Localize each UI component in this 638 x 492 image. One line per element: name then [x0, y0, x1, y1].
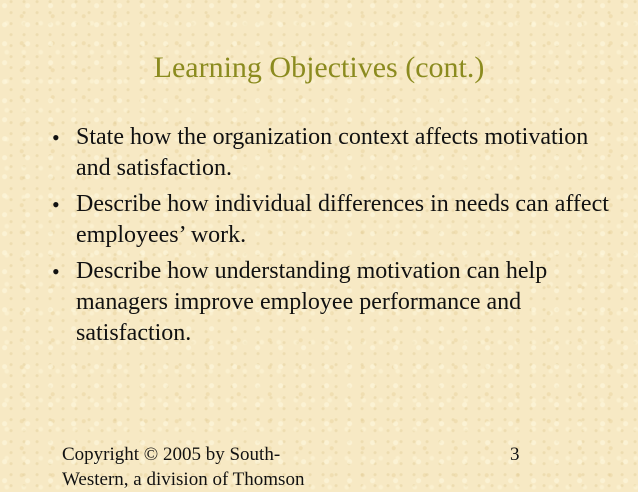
- bullet-text: Describe how individual differences in needs can affect employees’ work.: [76, 191, 609, 248]
- slide-title: Learning Objectives (cont.): [153, 51, 485, 84]
- list-item: [52, 189, 612, 251]
- list-item: [52, 256, 612, 349]
- bullet-icon: •: [52, 192, 60, 217]
- page-number: 3: [510, 444, 520, 465]
- bullet-icon: •: [52, 125, 60, 150]
- objectives-list: [52, 122, 612, 354]
- bullet-text: State how the organization context affects motivation and satisfaction.: [76, 124, 589, 181]
- bullet-text: Describe how understanding motivation can help managers improve employee performance and satisfaction.: [76, 258, 548, 346]
- bullet-icon: •: [52, 259, 60, 284]
- copyright-footer: Copyright © 2005 by South-Western, a division of Thomson: [62, 444, 305, 490]
- list-item: [52, 122, 612, 184]
